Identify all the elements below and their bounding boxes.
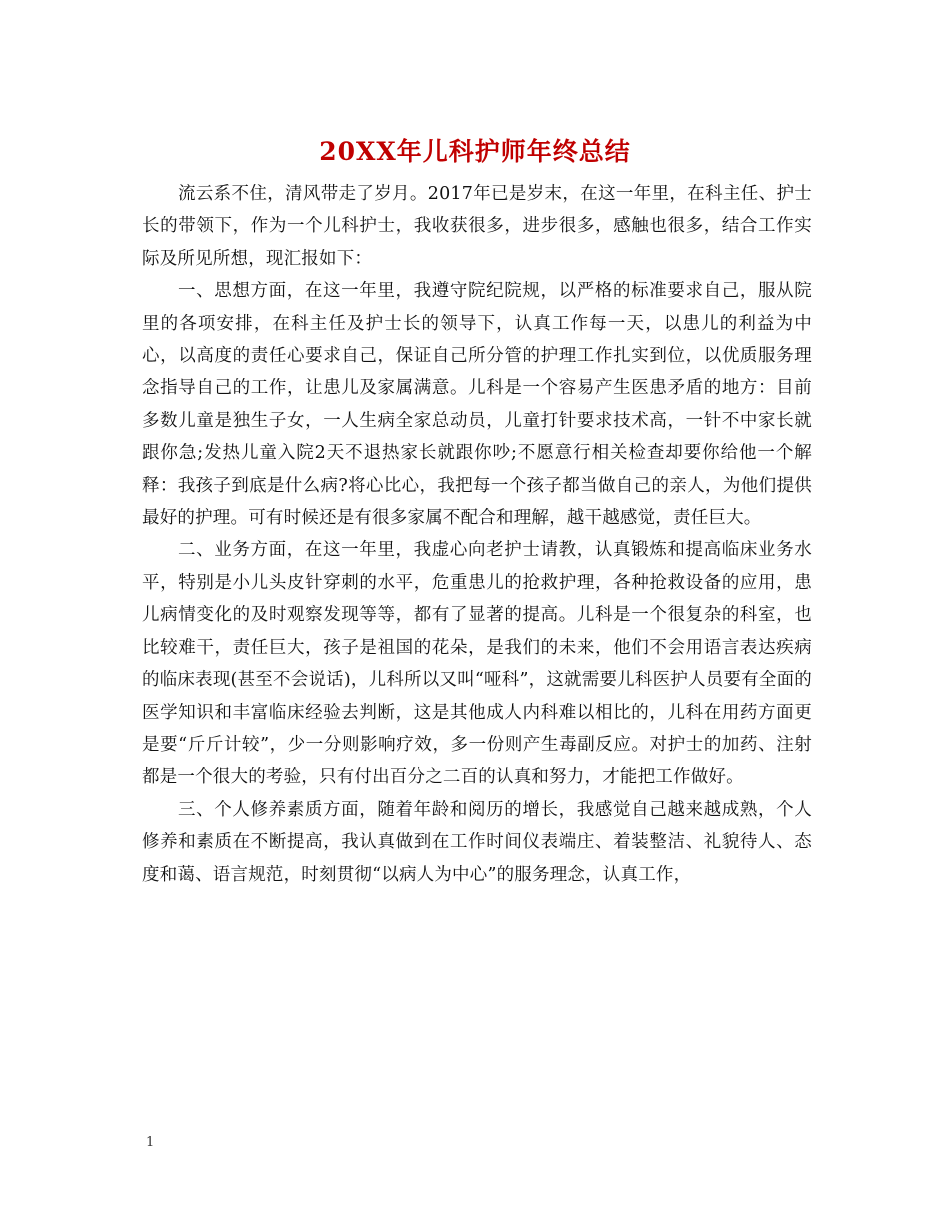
document-body (142, 176, 812, 891)
document-title: 20XX年儿科护师年终总结 (319, 137, 631, 166)
paragraph-personal: 三、个人修养素质方面，随着年龄和阅历的增长，我感觉自己越来越成熟，个人修养和素质在不断提高，我认真做到在工作时间仪表端庄、着装整洁、礼貌待人、态度和蔼、语言规范，时刻贯彻“以病人为中心”的服务理念，认真工作， (142, 799, 812, 885)
paragraph-intro: 流云系不住，清风带走了岁月。2017年已是岁末，在这一年里，在科主任、护士长的带领下，作为一个儿科护士，我收获很多，进步很多，感触也很多，结合工作实际及所见所想，现汇报如下： (142, 184, 812, 269)
paragraph-business: 二、业务方面，在这一年里，我虚心向老护士请教，认真锻炼和提高临床业务水平，特别是小儿头皮针穿刺的水平，危重患儿的抢救护理，各种抢救设备的应用，患儿病情变化的及时观察发现等等，都有了显著的提高。儿科是一个很复杂的科室，也比较难干，责任巨大，孩子是祖国的花朵，是我们的未来，他们不会用语言表达疾病的临床表现(甚至不会说话)，儿科所以又叫“哑科”，这就需要儿科医护人员要有全面的医学知识和丰富临床经验去判断，这是其他成人内科难以相比的，儿科在用药方面更是要“斤斤计较”，少一分则影响疗效，多一份则产生毒副反应。对护士的加药、注射都是一个很大的考验，只有付出百分之二百的认真和努力，才能把工作做好。 (142, 540, 812, 788)
page-number: 1 (146, 1135, 155, 1150)
paragraph-thought: 一、思想方面，在这一年里，我遵守院纪院规，以严格的标准要求自己，服从院里的各项安排，在科主任及护士长的领导下，认真工作每一天，以患儿的利益为中心，以高度的责任心要求自己，保证自己所分管的护理工作扎实到位，以优质服务理念指导自己的工作，让患儿及家属满意。儿科是一个容易产生医患矛盾的地方：目前多数儿童是独生子女，一人生病全家总动员，儿童打针要求技术高，一针不中家长就跟你急;发热儿童入院2天不退热家长就跟你吵;不愿意行相关检查却要你给他一个解释：我孩子到底是什么病?将心比心，我把每一个孩子都当做自己的亲人，为他们提供最好的护理。可有时候还是有很多家属不配合和理解，越干越感觉，责任巨大。 (142, 281, 812, 529)
